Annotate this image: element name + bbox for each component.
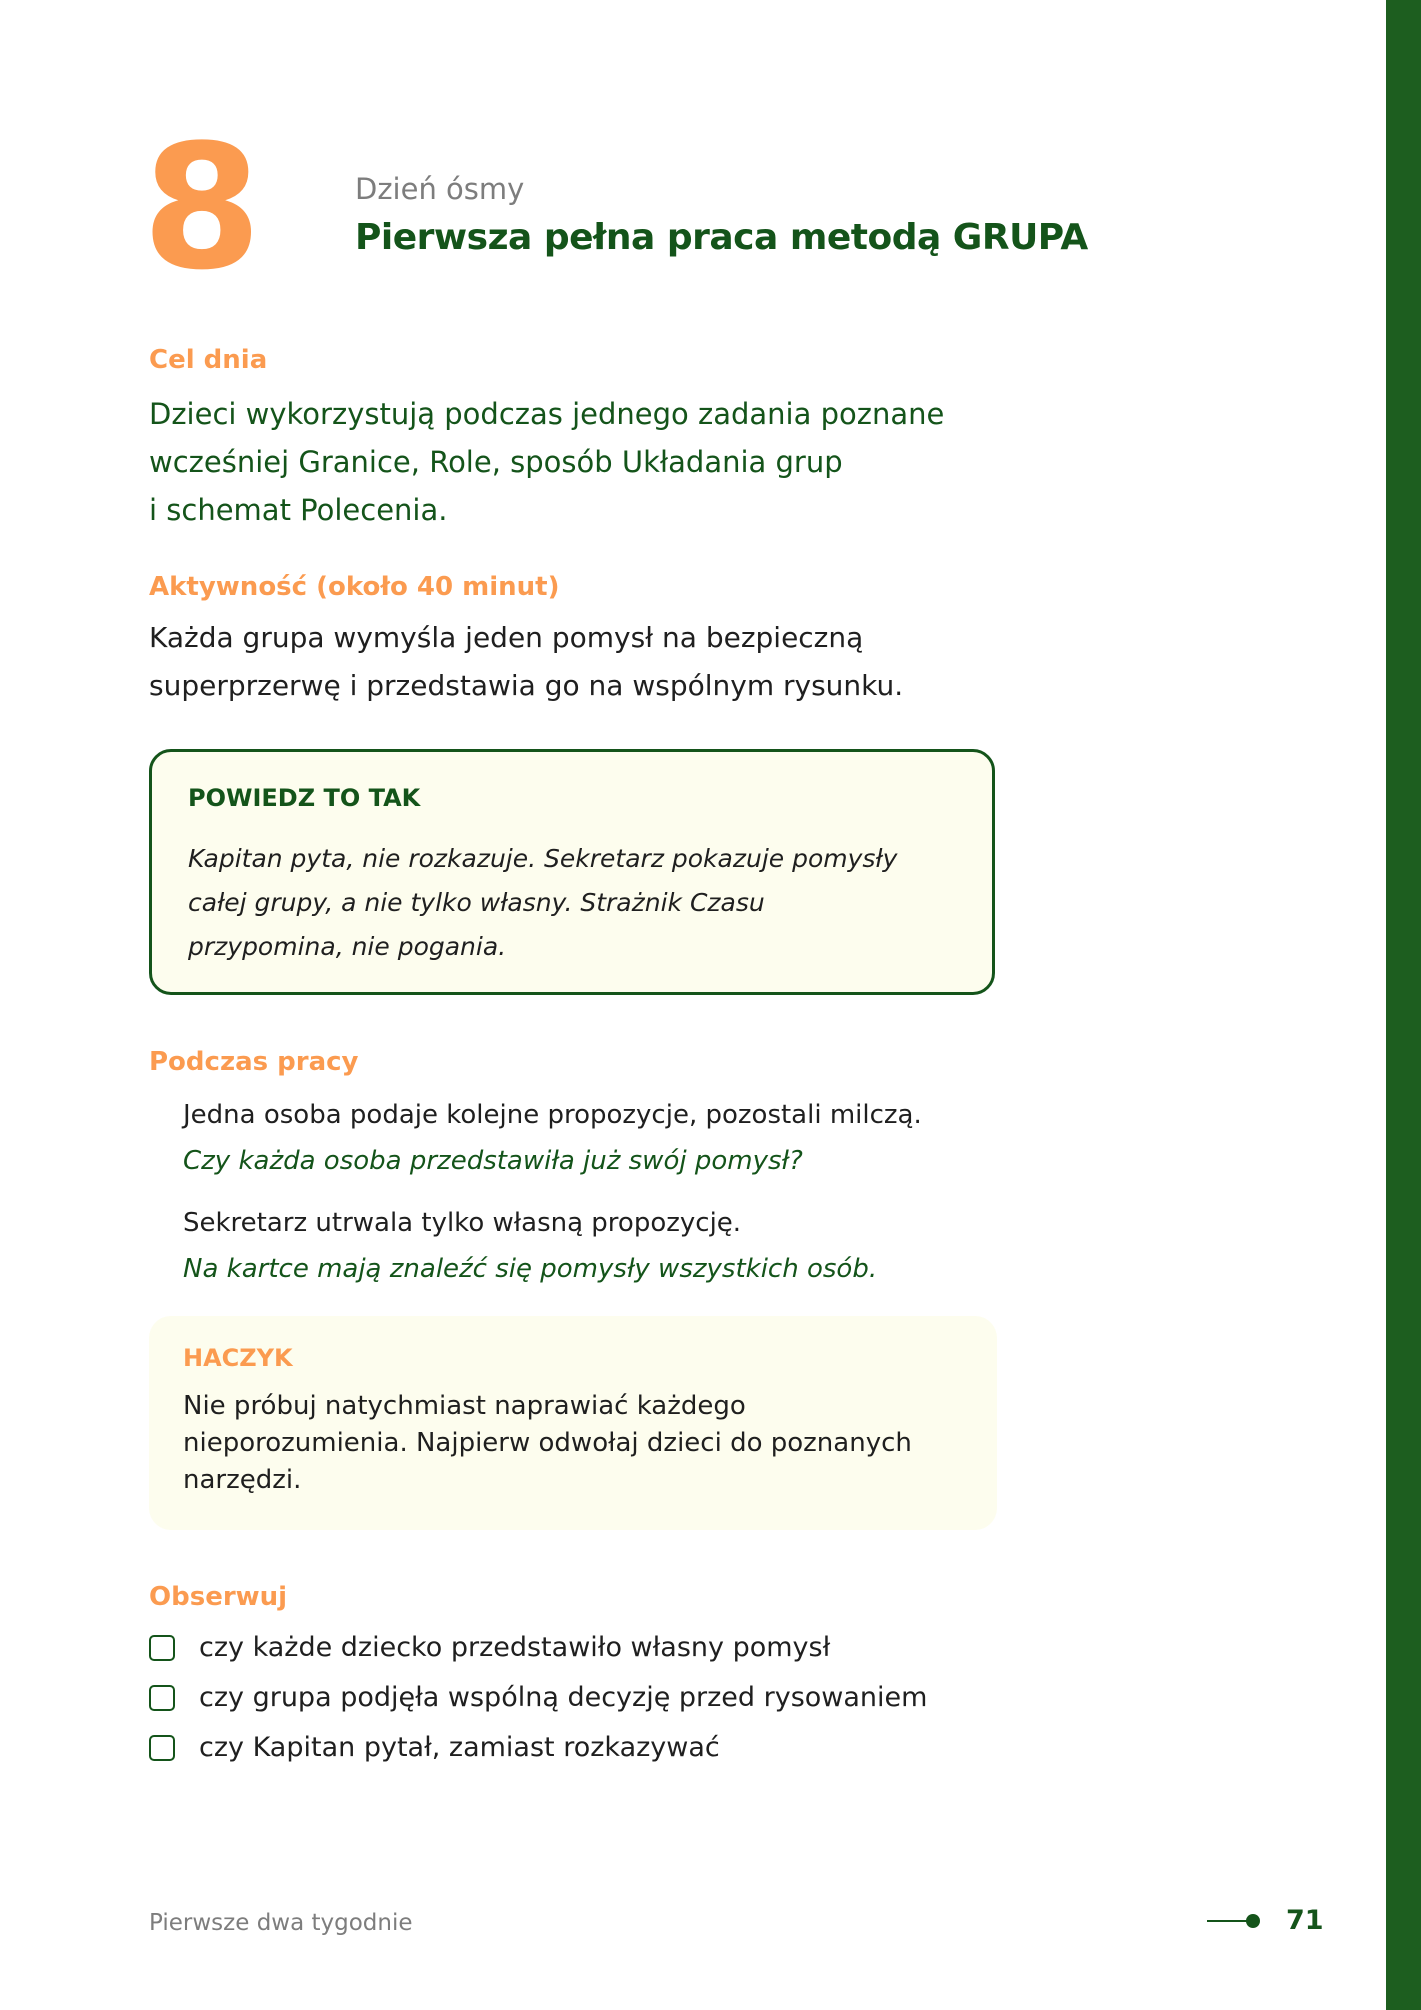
page-marker-dot (1246, 1914, 1260, 1928)
observe-item[interactable] (149, 1678, 1049, 1718)
during-work-label: Podczas pracy (149, 1047, 359, 1077)
work-problem: Sekretarz utrwala tylko własną propozycję. (183, 1208, 742, 1238)
footer-section: Pierwsze dwa tygodnie (149, 1910, 413, 1936)
work-tip: Czy każda osoba przedstawiła już swój pomysł? (183, 1146, 803, 1176)
hook-line: Nie próbuj natychmiast naprawiać każdego (183, 1391, 746, 1421)
work-item (183, 1200, 1003, 1292)
day-subtitle: Dzień ósmy (355, 172, 525, 206)
observe-item[interactable] (149, 1628, 1049, 1668)
work-problem: Jedna osoba podaje kolejne propozycje, pozostali milczą. (183, 1100, 922, 1130)
goal-line: Dzieci wykorzystują podczas jednego zadania poznane (149, 397, 945, 431)
observe-item[interactable] (149, 1728, 1049, 1768)
goal-line: wcześniej Granice, Role, sposób Układania grup (149, 445, 843, 479)
hook-box (149, 1316, 997, 1530)
day-number: 8 (142, 107, 258, 308)
checkbox[interactable] (149, 1685, 175, 1711)
goal-line: i schemat Polecenia. (149, 493, 448, 527)
page-title: Pierwsza pełna praca metodą GRUPA (355, 217, 1088, 258)
observe-item-text: czy każde dziecko przedstawiło własny pomysł (199, 1632, 831, 1663)
checkbox[interactable] (149, 1635, 175, 1661)
say-it-title: POWIEDZ TO TAK (188, 784, 421, 812)
observe-item-text: czy Kapitan pytał, zamiast rozkazywać (199, 1732, 720, 1763)
page-number: 71 (1286, 1905, 1324, 1936)
activity-text (149, 614, 1009, 710)
activity-line: Każda grupa wymyśla jeden pomysł na bezpieczną (149, 621, 864, 654)
activity-line: superprzerwę i przedstawia go na wspólnym rysunku. (149, 669, 904, 702)
say-it-line: przypomina, nie pogania. (188, 932, 507, 961)
work-tip: Na kartce mają znaleźć się pomysły wszystkich osób. (183, 1254, 878, 1284)
activity-label: Aktywność (około 40 minut) (149, 572, 560, 602)
say-it-text (188, 837, 948, 969)
say-it-line: całej grupy, a nie tylko własny. Strażnik Czasu (188, 888, 765, 917)
work-item (183, 1092, 1003, 1184)
say-it-line: Kapitan pyta, nie rozkazuje. Sekretarz pokazuje pomysły (188, 844, 898, 873)
checkbox[interactable] (149, 1735, 175, 1761)
hook-text (183, 1388, 963, 1499)
goal-text (149, 390, 1009, 534)
hook-line: narzędzi. (183, 1465, 302, 1495)
observe-label: Obserwuj (149, 1582, 288, 1612)
observe-item-text: czy grupa podjęła wspólną decyzję przed rysowaniem (199, 1682, 928, 1713)
hook-line: nieporozumienia. Najpierw odwołaj dzieci do poznanych (183, 1428, 912, 1458)
say-it-box (149, 749, 995, 995)
hook-title: HACZYK (183, 1344, 293, 1372)
goal-label: Cel dnia (149, 345, 268, 375)
side-color-bar (1386, 0, 1421, 2010)
